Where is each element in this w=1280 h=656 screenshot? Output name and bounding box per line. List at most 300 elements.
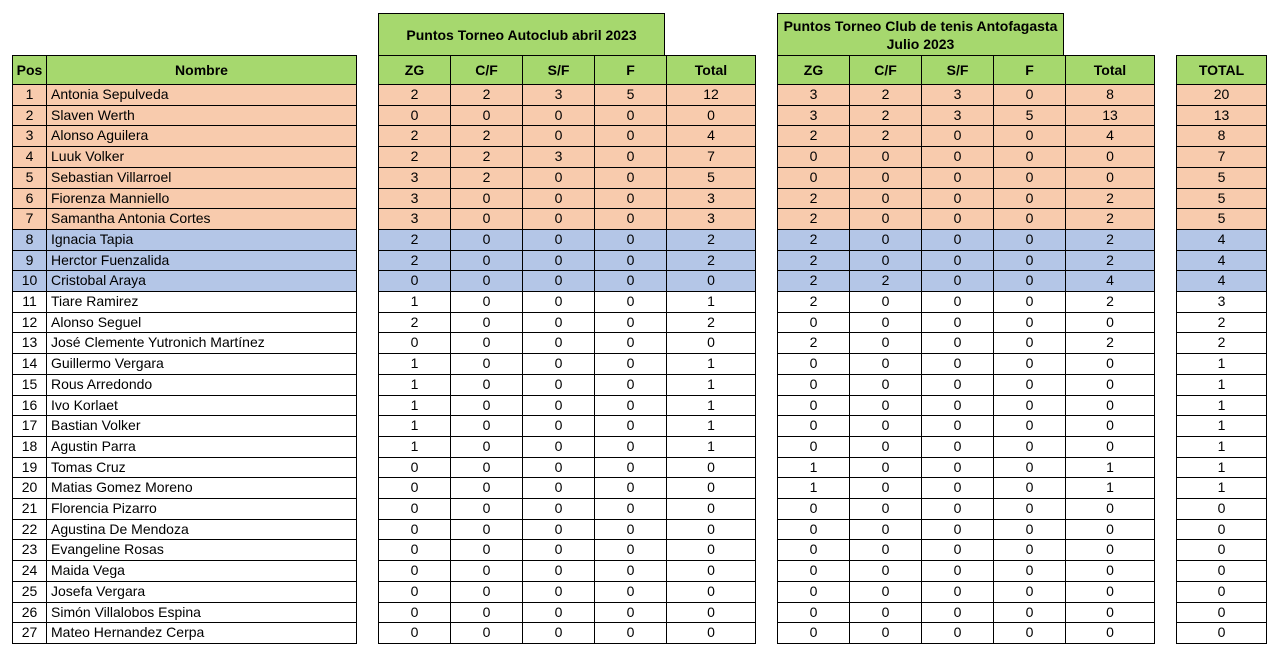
t2-total-cell: 2 (1066, 333, 1155, 354)
t2-zg-cell: 0 (778, 561, 850, 582)
t2-total-cell: 1 (1066, 478, 1155, 499)
t2-sf-cell: 0 (922, 602, 994, 623)
t2-cf-cell: 0 (850, 436, 922, 457)
t1-zg-cell: 1 (379, 416, 451, 437)
t2-zg-cell: 0 (778, 167, 850, 188)
t1-total-cell: 0 (667, 540, 756, 561)
t2-total-cell: 0 (1066, 395, 1155, 416)
t1-sf-cell: 0 (523, 126, 595, 147)
grand-total-table (1176, 55, 1267, 644)
t1-cf-header: C/F (451, 56, 523, 85)
t2-zg-cell: 0 (778, 540, 850, 561)
table-row (1177, 105, 1267, 126)
table-row (13, 457, 357, 478)
table-row (778, 457, 1155, 478)
table-row (379, 167, 756, 188)
t1-f-cell: 0 (595, 209, 667, 230)
table-row (778, 354, 1155, 375)
t1-cf-cell: 0 (451, 519, 523, 540)
t2-total-header: Total (1066, 56, 1155, 85)
table-row (778, 209, 1155, 230)
table-row (13, 436, 357, 457)
t2-zg-cell: 0 (778, 602, 850, 623)
table-row (778, 188, 1155, 209)
table-row (1177, 250, 1267, 271)
table-row (379, 623, 756, 644)
t2-zg-cell: 2 (778, 126, 850, 147)
t2-f-cell: 0 (994, 229, 1066, 250)
t1-sf-cell: 0 (523, 312, 595, 333)
position-cell: 2 (13, 105, 47, 126)
t2-sf-cell: 0 (922, 499, 994, 520)
t1-sf-cell: 0 (523, 436, 595, 457)
t1-cf-cell: 0 (451, 478, 523, 499)
grand-total-cell: 1 (1177, 416, 1267, 437)
t1-f-cell: 0 (595, 126, 667, 147)
player-name-cell: Tomas Cruz (47, 457, 357, 478)
t1-zg-cell: 1 (379, 292, 451, 313)
table-row (778, 540, 1155, 561)
table-row (379, 540, 756, 561)
table-row (379, 395, 756, 416)
grand-total-cell: 0 (1177, 499, 1267, 520)
t2-f-cell: 0 (994, 292, 1066, 313)
t2-cf-cell: 0 (850, 457, 922, 478)
t2-cf-cell: 2 (850, 85, 922, 106)
position-cell: 19 (13, 457, 47, 478)
tournament-1-title-text: Puntos Torneo Autoclub abril 2023 (406, 26, 637, 43)
t2-sf-cell: 0 (922, 436, 994, 457)
t1-sf-cell: 0 (523, 271, 595, 292)
t2-f-cell: 0 (994, 519, 1066, 540)
position-cell: 16 (13, 395, 47, 416)
t1-sf-cell: 0 (523, 581, 595, 602)
t1-cf-cell: 0 (451, 602, 523, 623)
t2-cf-cell: 0 (850, 312, 922, 333)
t1-sf-cell: 0 (523, 333, 595, 354)
table-row (778, 271, 1155, 292)
t2-cf-cell: 2 (850, 105, 922, 126)
position-cell: 22 (13, 519, 47, 540)
position-cell: 26 (13, 602, 47, 623)
table-row (1177, 292, 1267, 313)
t1-sf-cell: 0 (523, 478, 595, 499)
t2-zg-header: ZG (778, 56, 850, 85)
position-cell: 21 (13, 499, 47, 520)
t1-zg-cell: 1 (379, 354, 451, 375)
t2-total-cell: 0 (1066, 374, 1155, 395)
grand-total-cell: 5 (1177, 209, 1267, 230)
table-row (1177, 126, 1267, 147)
table-row (778, 229, 1155, 250)
table-row (13, 602, 357, 623)
t2-sf-header: S/F (922, 56, 994, 85)
table-row (1177, 354, 1267, 375)
player-name-cell: Antonia Sepulveda (47, 85, 357, 106)
t2-f-header: F (994, 56, 1066, 85)
t1-cf-cell: 0 (451, 395, 523, 416)
t1-total-cell: 7 (667, 147, 756, 168)
t2-sf-cell: 3 (922, 85, 994, 106)
position-cell: 25 (13, 581, 47, 602)
grand-total-header: TOTAL (1177, 56, 1267, 85)
player-name-cell: Guillermo Vergara (47, 354, 357, 375)
grand-total-cell: 1 (1177, 457, 1267, 478)
t2-sf-cell: 0 (922, 292, 994, 313)
grand-total-cell: 20 (1177, 85, 1267, 106)
t2-total-cell: 0 (1066, 312, 1155, 333)
t1-cf-cell: 0 (451, 561, 523, 582)
t1-total-cell: 2 (667, 229, 756, 250)
t2-cf-cell: 0 (850, 333, 922, 354)
table-row (1177, 623, 1267, 644)
t2-cf-cell: 2 (850, 126, 922, 147)
grand-total-cell: 4 (1177, 250, 1267, 271)
player-name-cell: Tiare Ramirez (47, 292, 357, 313)
grand-total-cell: 1 (1177, 436, 1267, 457)
table-row (379, 85, 756, 106)
t2-zg-cell: 2 (778, 271, 850, 292)
t2-cf-cell: 0 (850, 188, 922, 209)
table-row (13, 581, 357, 602)
t1-zg-cell: 0 (379, 333, 451, 354)
tournament-2-title (777, 13, 1064, 55)
t2-zg-cell: 1 (778, 478, 850, 499)
players-table (12, 55, 357, 644)
t1-cf-cell: 0 (451, 581, 523, 602)
t2-cf-cell: 0 (850, 229, 922, 250)
t2-zg-cell: 2 (778, 209, 850, 230)
player-name-cell: José Clemente Yutronich Martínez (47, 333, 357, 354)
t2-total-cell: 4 (1066, 126, 1155, 147)
table-row (13, 126, 357, 147)
t2-total-cell: 4 (1066, 271, 1155, 292)
player-name-cell: Simón Villalobos Espina (47, 602, 357, 623)
table-row (13, 312, 357, 333)
t1-f-header: F (595, 56, 667, 85)
position-cell: 24 (13, 561, 47, 582)
t1-sf-cell: 0 (523, 540, 595, 561)
table-row (13, 105, 357, 126)
position-cell: 9 (13, 250, 47, 271)
t2-cf-cell: 0 (850, 561, 922, 582)
t1-cf-cell: 2 (451, 85, 523, 106)
t1-zg-cell: 0 (379, 519, 451, 540)
t1-cf-cell: 0 (451, 105, 523, 126)
t1-total-cell: 0 (667, 499, 756, 520)
position-cell: 20 (13, 478, 47, 499)
player-name-cell: Mateo Hernandez Cerpa (47, 623, 357, 644)
t1-zg-cell: 0 (379, 478, 451, 499)
t2-total-cell: 1 (1066, 457, 1155, 478)
grand-total-cell: 3 (1177, 292, 1267, 313)
t1-cf-cell: 0 (451, 623, 523, 644)
t1-sf-cell: 0 (523, 499, 595, 520)
t2-sf-cell: 0 (922, 147, 994, 168)
position-cell: 15 (13, 374, 47, 395)
table-row (13, 354, 357, 375)
t1-cf-cell: 0 (451, 354, 523, 375)
t1-zg-cell: 1 (379, 436, 451, 457)
t2-cf-cell: 0 (850, 519, 922, 540)
t1-total-cell: 2 (667, 250, 756, 271)
table-row (379, 147, 756, 168)
table-row (379, 271, 756, 292)
player-name-cell: Josefa Vergara (47, 581, 357, 602)
t2-cf-cell: 0 (850, 602, 922, 623)
t1-total-cell: 0 (667, 561, 756, 582)
t2-sf-cell: 0 (922, 581, 994, 602)
position-cell: 1 (13, 85, 47, 106)
t2-total-cell: 0 (1066, 167, 1155, 188)
position-cell: 23 (13, 540, 47, 561)
t2-sf-cell: 0 (922, 333, 994, 354)
table-row (1177, 581, 1267, 602)
t1-sf-cell: 0 (523, 623, 595, 644)
t2-total-cell: 0 (1066, 519, 1155, 540)
table-row (778, 581, 1155, 602)
t2-f-cell: 0 (994, 457, 1066, 478)
t1-total-cell: 1 (667, 354, 756, 375)
table-row (1177, 271, 1267, 292)
grand-total-cell: 0 (1177, 581, 1267, 602)
t2-total-cell: 13 (1066, 105, 1155, 126)
t2-sf-cell: 0 (922, 167, 994, 188)
table-row (13, 540, 357, 561)
players-header-row (13, 56, 357, 85)
t1-f-cell: 0 (595, 561, 667, 582)
table-row (13, 416, 357, 437)
t1-f-cell: 0 (595, 602, 667, 623)
t2-f-cell: 0 (994, 312, 1066, 333)
position-cell: 3 (13, 126, 47, 147)
t2-total-cell: 0 (1066, 436, 1155, 457)
t1-zg-cell: 0 (379, 457, 451, 478)
table-row (778, 395, 1155, 416)
position-cell: 12 (13, 312, 47, 333)
t2-cf-cell: 0 (850, 540, 922, 561)
table-row (13, 167, 357, 188)
position-cell: 5 (13, 167, 47, 188)
player-name-cell: Fiorenza Manniello (47, 188, 357, 209)
t1-f-cell: 0 (595, 105, 667, 126)
t2-zg-cell: 0 (778, 623, 850, 644)
table-row (379, 333, 756, 354)
table-row (379, 374, 756, 395)
player-name-cell: Evangeline Rosas (47, 540, 357, 561)
t1-zg-cell: 0 (379, 561, 451, 582)
t1-cf-cell: 0 (451, 374, 523, 395)
grand-total-cell: 4 (1177, 271, 1267, 292)
t1-sf-cell: 0 (523, 416, 595, 437)
table-row (13, 374, 357, 395)
player-name-cell: Bastian Volker (47, 416, 357, 437)
t2-sf-cell: 0 (922, 126, 994, 147)
t2-sf-cell: 0 (922, 229, 994, 250)
t1-total-cell: 1 (667, 292, 756, 313)
position-cell: 6 (13, 188, 47, 209)
t1-cf-cell: 0 (451, 416, 523, 437)
t1-cf-cell: 0 (451, 209, 523, 230)
table-row (13, 561, 357, 582)
t2-zg-cell: 2 (778, 229, 850, 250)
t2-cf-cell: 0 (850, 581, 922, 602)
t1-total-cell: 5 (667, 167, 756, 188)
t2-total-cell: 2 (1066, 229, 1155, 250)
t2-zg-cell: 0 (778, 354, 850, 375)
grand-total-cell: 2 (1177, 333, 1267, 354)
table-row (379, 499, 756, 520)
table-row (379, 209, 756, 230)
name-header: Nombre (47, 56, 357, 85)
table-row (13, 623, 357, 644)
t2-total-cell: 8 (1066, 85, 1155, 106)
t1-total-cell: 3 (667, 209, 756, 230)
grand-total-cell: 4 (1177, 229, 1267, 250)
t1-total-cell: 1 (667, 416, 756, 437)
grand-total-cell: 8 (1177, 126, 1267, 147)
table-row (379, 561, 756, 582)
position-cell: 17 (13, 416, 47, 437)
t1-zg-cell: 3 (379, 209, 451, 230)
t2-zg-cell: 0 (778, 519, 850, 540)
player-name-cell: Ignacia Tapia (47, 229, 357, 250)
t1-total-cell: 0 (667, 623, 756, 644)
t1-total-cell: 2 (667, 312, 756, 333)
table-row (1177, 209, 1267, 230)
table-row (13, 333, 357, 354)
table-row (13, 395, 357, 416)
t1-sf-cell: 0 (523, 457, 595, 478)
t1-total-cell: 0 (667, 478, 756, 499)
t1-total-cell: 1 (667, 395, 756, 416)
player-name-cell: Alonso Aguilera (47, 126, 357, 147)
table-row (778, 561, 1155, 582)
table-row (778, 602, 1155, 623)
t2-cf-cell: 0 (850, 623, 922, 644)
t2-cf-cell: 0 (850, 250, 922, 271)
t2-sf-cell: 0 (922, 209, 994, 230)
table-row (379, 602, 756, 623)
grand-total-cell: 0 (1177, 561, 1267, 582)
t2-sf-cell: 0 (922, 561, 994, 582)
table-row (379, 457, 756, 478)
t1-zg-cell: 1 (379, 374, 451, 395)
tournament-2-header-row (778, 56, 1155, 85)
player-name-cell: Agustin Parra (47, 436, 357, 457)
t1-f-cell: 0 (595, 395, 667, 416)
t2-f-cell: 0 (994, 147, 1066, 168)
table-row (379, 354, 756, 375)
t2-total-cell: 2 (1066, 292, 1155, 313)
t2-zg-cell: 3 (778, 105, 850, 126)
t2-f-cell: 0 (994, 395, 1066, 416)
table-row (1177, 85, 1267, 106)
grand-total-cell: 1 (1177, 374, 1267, 395)
table-row (1177, 167, 1267, 188)
t2-zg-cell: 0 (778, 147, 850, 168)
t1-sf-header: S/F (523, 56, 595, 85)
t1-zg-cell: 1 (379, 395, 451, 416)
t1-total-cell: 4 (667, 126, 756, 147)
player-name-cell: Luuk Volker (47, 147, 357, 168)
t2-cf-cell: 0 (850, 499, 922, 520)
t2-zg-cell: 0 (778, 395, 850, 416)
t2-f-cell: 0 (994, 126, 1066, 147)
t2-sf-cell: 0 (922, 312, 994, 333)
table-row (1177, 229, 1267, 250)
t1-f-cell: 0 (595, 457, 667, 478)
table-row (13, 147, 357, 168)
player-name-cell: Herctor Fuenzalida (47, 250, 357, 271)
grand-total-cell: 5 (1177, 167, 1267, 188)
t1-f-cell: 0 (595, 540, 667, 561)
table-row (778, 126, 1155, 147)
t1-sf-cell: 0 (523, 374, 595, 395)
table-row (379, 126, 756, 147)
t2-f-cell: 0 (994, 85, 1066, 106)
table-row (13, 250, 357, 271)
t1-zg-cell: 2 (379, 85, 451, 106)
t1-total-cell: 0 (667, 519, 756, 540)
table-row (1177, 519, 1267, 540)
table-row (1177, 540, 1267, 561)
table-row (778, 478, 1155, 499)
t1-zg-cell: 3 (379, 188, 451, 209)
t2-f-cell: 0 (994, 623, 1066, 644)
t1-zg-cell: 0 (379, 623, 451, 644)
t1-f-cell: 0 (595, 271, 667, 292)
grand-total-cell: 13 (1177, 105, 1267, 126)
t1-zg-cell: 0 (379, 602, 451, 623)
player-name-cell: Ivo Korlaet (47, 395, 357, 416)
position-cell: 18 (13, 436, 47, 457)
t1-cf-cell: 0 (451, 436, 523, 457)
t2-f-cell: 0 (994, 188, 1066, 209)
table-row (778, 416, 1155, 437)
table-row (1177, 457, 1267, 478)
table-row (13, 188, 357, 209)
t1-f-cell: 0 (595, 478, 667, 499)
t2-cf-cell: 0 (850, 354, 922, 375)
t1-cf-cell: 2 (451, 126, 523, 147)
t2-f-cell: 0 (994, 271, 1066, 292)
player-name-cell: Maida Vega (47, 561, 357, 582)
table-row (778, 623, 1155, 644)
t1-cf-cell: 0 (451, 271, 523, 292)
t1-cf-cell: 0 (451, 312, 523, 333)
t1-zg-header: ZG (379, 56, 451, 85)
position-cell: 8 (13, 229, 47, 250)
t1-cf-cell: 0 (451, 499, 523, 520)
t2-f-cell: 0 (994, 478, 1066, 499)
grand-total-cell: 0 (1177, 540, 1267, 561)
t2-sf-cell: 0 (922, 354, 994, 375)
grand-total-cell: 0 (1177, 519, 1267, 540)
t2-f-cell: 0 (994, 374, 1066, 395)
t1-cf-cell: 0 (451, 188, 523, 209)
t1-cf-cell: 0 (451, 292, 523, 313)
t2-cf-cell: 0 (850, 416, 922, 437)
table-row (778, 499, 1155, 520)
t2-zg-cell: 0 (778, 436, 850, 457)
grand-total-cell: 1 (1177, 395, 1267, 416)
t2-f-cell: 0 (994, 581, 1066, 602)
t1-cf-cell: 2 (451, 167, 523, 188)
t2-f-cell: 0 (994, 499, 1066, 520)
t1-f-cell: 0 (595, 354, 667, 375)
t1-sf-cell: 3 (523, 147, 595, 168)
